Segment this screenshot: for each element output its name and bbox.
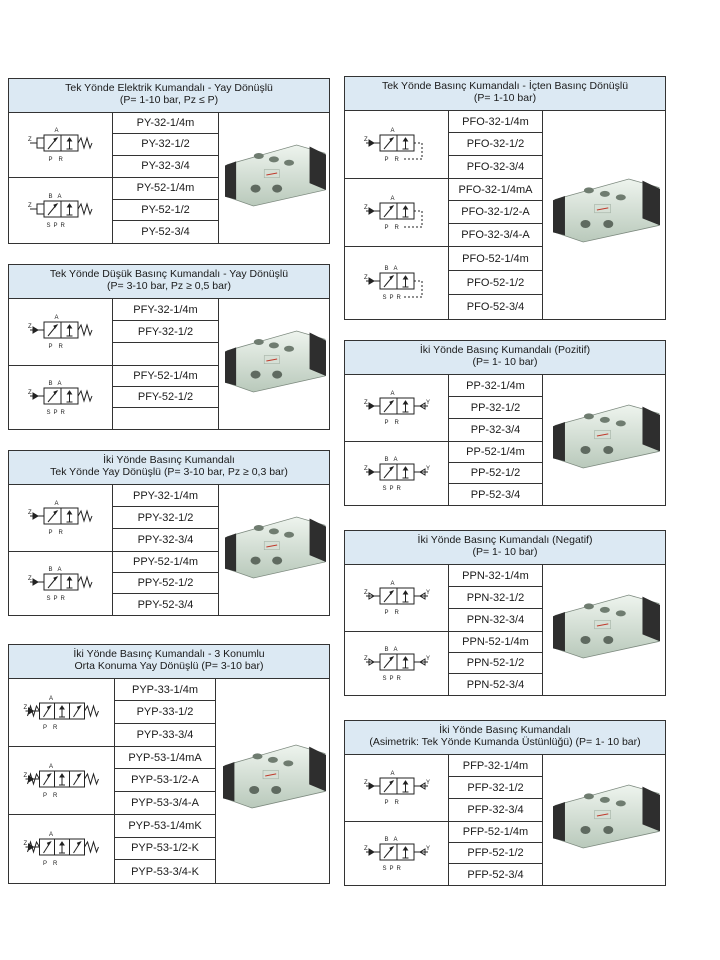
product-code: PPN-52-1/2 [449, 653, 542, 674]
valve-body-image [221, 141, 329, 209]
svg-text:P: P [53, 409, 58, 416]
product-code: PFO-32-1/4mA [449, 179, 542, 201]
svg-text:R: R [394, 156, 399, 163]
svg-text:P: P [389, 865, 394, 872]
svg-text:S: S [382, 295, 387, 301]
svg-text:B: B [384, 456, 389, 463]
svg-text:A: A [390, 391, 395, 397]
asymmetric-5-2-valve-icon [345, 822, 449, 885]
3-position-3-3-valve-icon [9, 679, 115, 746]
panel-p2 [8, 264, 330, 430]
panel-title: İki Yönde Basınç Kumandalı (Pozitif) [419, 344, 591, 356]
svg-text:A: A [393, 836, 398, 843]
product-code: PY-52-3/4 [141, 226, 190, 239]
code-list [115, 679, 216, 746]
svg-text:A: A [48, 695, 53, 702]
valve-group [345, 632, 543, 695]
valve-group [345, 375, 543, 441]
internal-return-3-2-a-valve-icon [345, 179, 449, 246]
svg-text:A: A [54, 315, 59, 321]
product-code: PPN-32-3/4 [466, 614, 525, 626]
panel-subtitle: (Asimetrik: Tek Yönde Kumanda Üstünlüğü) (P= 1- 10 bar) [369, 736, 641, 748]
product-code: PFY-32-1/2 [113, 321, 218, 343]
panel-title: İki Yönde Basınç Kumandalı [439, 724, 571, 736]
code-list [449, 755, 543, 821]
product-code: PFO-52-1/2 [449, 271, 542, 295]
svg-text:P: P [389, 675, 394, 682]
svg-text:B: B [48, 193, 53, 200]
svg-text:Y: Y [425, 590, 430, 596]
svg-text:R: R [60, 409, 65, 416]
product-code: PP-32-1/4m [449, 375, 542, 397]
3-position-5-3-closed-center-valve-icon [9, 747, 115, 814]
svg-text:P: P [389, 295, 394, 301]
valve-group [9, 366, 219, 429]
valve-group [345, 442, 543, 505]
svg-text:P: P [48, 344, 53, 350]
svg-text:A: A [57, 193, 62, 200]
code-list [113, 299, 219, 365]
svg-text:S: S [382, 675, 387, 682]
svg-text:R: R [60, 595, 65, 602]
asymmetric-3-2-valve-icon [345, 755, 449, 821]
svg-text:P: P [53, 595, 58, 602]
product-code: PFP-52-3/4 [467, 868, 524, 881]
valve-body-image [549, 401, 663, 471]
product-code: PFO-32-1/2-A [449, 201, 542, 223]
svg-text:A: A [393, 266, 398, 272]
product-code: PYP-53-1/2-A [115, 769, 215, 791]
svg-text:R: R [396, 675, 401, 682]
svg-text:A: A [390, 771, 395, 777]
valve-group [9, 679, 216, 746]
svg-text:A: A [390, 195, 395, 202]
valve-body-image [221, 513, 329, 581]
panel-title: İki Yönde Basınç Kumandalı (Negatif) [417, 534, 593, 546]
valve-group [345, 565, 543, 631]
product-code: PP-52-1/4m [449, 442, 542, 463]
svg-text:A: A [54, 501, 59, 507]
code-list [113, 366, 219, 429]
product-code: PFO-32-3/4 [466, 160, 525, 173]
product-code: PYP-33-1/4m [115, 679, 215, 701]
valve-body-image [549, 781, 663, 851]
panel-title: İki Yönde Basınç Kumandalı - 3 Konumlu [73, 648, 265, 660]
panel-title: İki Yönde Basınç Kumandalı [103, 454, 235, 466]
svg-text:S: S [382, 485, 387, 492]
svg-text:S: S [382, 865, 387, 872]
product-code: PFY-52-1/2 [113, 387, 218, 408]
product-code: PFO-32-1/2 [449, 133, 542, 155]
panel-header [345, 77, 665, 111]
svg-text:P: P [384, 610, 389, 616]
product-code: PPN-52-3/4 [466, 678, 525, 691]
product-code: PFP-52-1/4m [449, 822, 542, 843]
svg-text:B: B [48, 566, 53, 573]
low-pressure-spring-5-2-valve-icon [9, 366, 113, 429]
panel-header [345, 531, 665, 565]
product-code: PPN-32-1/2 [449, 587, 542, 609]
code-list [449, 375, 543, 441]
product-code: PYP-53-3/4-A [131, 796, 199, 809]
code-list [449, 565, 543, 631]
code-list [449, 179, 543, 246]
svg-text:Y: Y [425, 845, 430, 852]
product-code: PPY-32-1/4m [113, 485, 218, 507]
svg-text:Z: Z [23, 841, 27, 847]
svg-text:A: A [54, 128, 59, 134]
svg-text:P: P [384, 224, 389, 231]
product-code: PPN-32-1/4m [449, 565, 542, 587]
svg-text:Z: Z [363, 590, 368, 596]
svg-text:Z: Z [363, 465, 368, 472]
valve-group [345, 111, 543, 178]
negative-5-2-valve-icon [345, 632, 449, 695]
svg-text:A: A [390, 127, 395, 134]
valve-body-image [549, 591, 663, 661]
svg-text:P: P [48, 157, 53, 163]
svg-text:A: A [48, 763, 53, 770]
product-code: PFP-32-3/4 [467, 804, 524, 816]
panel-header [345, 721, 665, 755]
code-list [113, 485, 219, 551]
svg-text:P: P [384, 800, 389, 806]
svg-text:P: P [389, 485, 394, 492]
panel-p4 [8, 644, 330, 884]
svg-text:P: P [384, 156, 389, 163]
pilot-spring-3-2-valve-icon [9, 485, 113, 551]
svg-text:Z: Z [27, 137, 32, 143]
svg-text:Z: Z [363, 204, 368, 211]
svg-text:R: R [394, 800, 399, 806]
valve-group [345, 247, 543, 319]
svg-text:A: A [48, 832, 53, 838]
internal-return-5-2-valve-icon [345, 247, 449, 319]
panel-subtitle: Orta Konuma Yay Dönüşlü (P= 3-10 bar) [74, 660, 264, 672]
svg-text:B: B [48, 380, 53, 387]
product-code: PYP-33-1/2 [115, 701, 215, 723]
product-code: PFO-32-3/4-A [461, 228, 530, 241]
svg-text:A: A [57, 380, 62, 387]
svg-text:Y: Y [425, 780, 430, 786]
svg-text:B: B [384, 836, 389, 843]
product-code [113, 343, 218, 365]
product-code: PFO-52-1/4m [449, 247, 542, 271]
valve-group [345, 822, 543, 885]
code-list [449, 111, 543, 178]
panel-subtitle: (P= 1-10 bar) [473, 92, 537, 104]
product-code: PYP-53-1/4mK [115, 815, 215, 838]
code-list [115, 747, 216, 814]
product-code: PP-52-1/2 [449, 463, 542, 484]
code-list [449, 247, 543, 319]
svg-text:R: R [396, 485, 401, 492]
pilot-spring-5-2-valve-icon [9, 552, 113, 615]
code-list [113, 552, 219, 615]
svg-text:S: S [46, 222, 51, 229]
product-code: PPN-52-1/4m [449, 632, 542, 653]
svg-text:P: P [42, 724, 47, 731]
code-list [113, 113, 219, 177]
valve-group [9, 113, 219, 177]
panel-p6 [344, 340, 666, 506]
product-code: PY-32-1/4m [113, 113, 218, 134]
svg-text:Y: Y [425, 655, 430, 662]
product-code: PY-52-1/2 [113, 200, 218, 222]
svg-text:P: P [48, 530, 53, 536]
valve-group [345, 179, 543, 246]
panel-title: Tek Yönde Elektrik Kumandalı - Yay Dönüşlü [65, 82, 273, 94]
panel-p1 [8, 78, 330, 244]
svg-text:A: A [390, 581, 395, 587]
product-code: PPY-52-3/4 [137, 598, 194, 611]
svg-text:A: A [393, 456, 398, 463]
panel-subtitle: (P= 1-10 bar, Pz ≤ P) [119, 94, 219, 106]
code-list [113, 178, 219, 243]
product-code: PPY-32-1/2 [113, 507, 218, 529]
panel-p7 [344, 530, 666, 696]
valve-group [9, 299, 219, 365]
product-code: PP-32-3/4 [470, 424, 521, 436]
svg-text:A: A [393, 646, 398, 653]
svg-text:P: P [42, 792, 47, 799]
svg-text:R: R [396, 295, 401, 301]
svg-text:S: S [46, 595, 51, 602]
svg-text:Z: Z [27, 510, 32, 516]
valve-group [9, 815, 216, 883]
svg-text:Z: Z [27, 202, 32, 209]
svg-text:Z: Z [27, 575, 32, 582]
product-code: PFP-32-1/2 [449, 777, 542, 799]
svg-text:A: A [57, 566, 62, 573]
product-code: PP-32-1/2 [449, 397, 542, 419]
panel-subtitle: (P= 1- 10 bar) [472, 546, 538, 558]
panel-subtitle: (P= 3-10 bar, Pz ≥ 0,5 bar) [107, 280, 231, 292]
positive-5-2-valve-icon [345, 442, 449, 505]
svg-text:R: R [58, 344, 63, 350]
product-code: PFY-32-1/4m [113, 299, 218, 321]
valve-body-image [219, 741, 329, 811]
low-pressure-spring-3-2-valve-icon [9, 299, 113, 365]
code-list [449, 822, 543, 885]
svg-text:Z: Z [363, 275, 368, 281]
product-code: PFP-52-1/2 [449, 843, 542, 864]
product-code: PFY-52-1/4m [113, 366, 218, 387]
panel-p3 [8, 450, 330, 616]
panel-p5 [344, 76, 666, 320]
svg-text:R: R [394, 224, 399, 231]
product-code: PFP-32-1/4m [449, 755, 542, 777]
internal-return-3-2-valve-icon [345, 111, 449, 178]
panel-subtitle: (P= 1- 10 bar) [472, 356, 538, 368]
code-list [115, 815, 216, 883]
svg-text:S: S [46, 409, 51, 416]
panel-header [9, 451, 329, 485]
valve-body-image [221, 327, 329, 395]
product-code: PY-52-1/4m [113, 178, 218, 200]
svg-text:Z: Z [27, 389, 32, 396]
svg-text:R: R [396, 865, 401, 872]
svg-text:Z: Z [27, 324, 32, 330]
solenoid-spring-5-2-valve-icon [9, 178, 113, 243]
panel-subtitle: Tek Yönde Yay Dönüşlü (P= 3-10 bar, Pz ≥ 0,3 bar) [50, 466, 288, 478]
valve-group [345, 755, 543, 821]
positive-3-2-valve-icon [345, 375, 449, 441]
svg-text:R: R [58, 530, 63, 536]
svg-text:Z: Z [363, 780, 368, 786]
svg-text:P: P [384, 420, 389, 426]
3-position-5-3-open-center-valve-icon [9, 815, 115, 883]
panel-header [9, 645, 329, 679]
svg-text:R: R [52, 792, 57, 799]
product-code [113, 408, 218, 429]
svg-text:R: R [52, 861, 57, 867]
panel-title: Tek Yönde Düşük Basınç Kumandalı - Yay Dönüşlü [49, 268, 289, 280]
svg-text:R: R [60, 222, 65, 229]
valve-group [9, 485, 219, 551]
svg-text:Z: Z [363, 136, 368, 143]
svg-text:Y: Y [425, 465, 430, 472]
svg-text:Z: Z [363, 655, 368, 662]
valve-group [9, 552, 219, 615]
product-code: PYP-53-1/2-K [115, 838, 215, 861]
product-code: PPY-52-1/4m [113, 552, 218, 573]
svg-text:Z: Z [363, 845, 368, 852]
svg-text:Y: Y [425, 400, 430, 406]
solenoid-spring-3-2-valve-icon [9, 113, 113, 177]
svg-text:P: P [42, 861, 47, 867]
panel-p8 [344, 720, 666, 886]
product-code: PP-52-3/4 [470, 488, 521, 501]
product-code: PFO-32-1/4m [449, 111, 542, 133]
svg-text:P: P [53, 222, 58, 229]
negative-3-2-valve-icon [345, 565, 449, 631]
svg-text:B: B [384, 646, 389, 653]
valve-group [9, 747, 216, 814]
code-list [449, 632, 543, 695]
product-code: PY-32-1/2 [113, 134, 218, 155]
product-code: PFO-52-3/4 [466, 301, 525, 313]
svg-text:R: R [52, 724, 57, 731]
product-code: PPY-52-1/2 [113, 573, 218, 594]
svg-text:R: R [394, 420, 399, 426]
product-code: PY-32-3/4 [141, 160, 190, 173]
panel-title: Tek Yönde Basınç Kumandalı - İçten Basınç Dönüşlü [381, 80, 629, 92]
svg-text:Z: Z [23, 772, 27, 779]
svg-text:R: R [58, 157, 63, 163]
panel-header [9, 79, 329, 113]
valve-group [9, 178, 219, 243]
svg-text:B: B [384, 266, 389, 272]
panel-header [345, 341, 665, 375]
product-code: PYP-33-3/4 [136, 728, 194, 741]
code-list [449, 442, 543, 505]
svg-text:Z: Z [23, 704, 27, 711]
svg-text:Z: Z [363, 400, 368, 406]
product-code: PPY-32-3/4 [137, 534, 194, 546]
product-code: PYP-53-3/4-K [131, 865, 199, 878]
svg-text:R: R [394, 610, 399, 616]
product-code: PYP-53-1/4mA [115, 747, 215, 769]
panel-header [9, 265, 329, 299]
valve-body-image [549, 175, 663, 245]
